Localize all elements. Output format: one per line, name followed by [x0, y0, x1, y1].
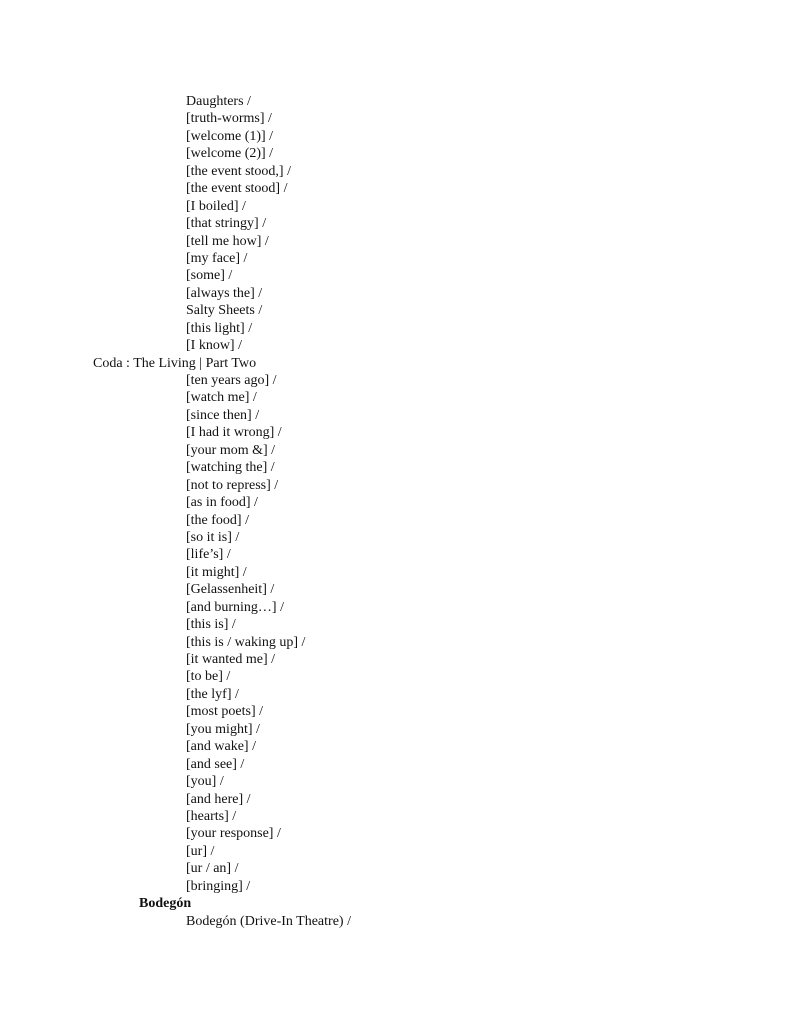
toc-entry: [ten years ago] / — [186, 373, 277, 388]
toc-entry: Salty Sheets / — [186, 303, 263, 319]
toc-entry: [the food] / — [186, 512, 249, 528]
toc-entry: [your response] / — [186, 826, 281, 842]
toc-entry: [your mom &] / — [186, 442, 276, 458]
toc-entry: [my face] / — [186, 250, 248, 266]
bodegon-entries — [0, 913, 791, 930]
toc-entry: [and see] / — [186, 756, 245, 772]
toc-entry: [so it is] / — [186, 529, 240, 545]
toc-entry: [the lyf] / — [186, 686, 239, 702]
toc-entry: [and burning…] / — [186, 599, 284, 615]
toc-entry: [the event stood,] / — [186, 163, 291, 179]
toc-entry: [tell me how] / — [186, 233, 269, 249]
toc-entry: [ur / an] / — [186, 861, 239, 877]
toc-entry: [most poets] / — [186, 704, 263, 720]
coda-heading: Coda : The Living | Part Two — [93, 355, 257, 371]
toc-entry: [you] / — [186, 774, 224, 790]
toc-entry: [truth-worms] / — [186, 111, 272, 127]
toc-entry: [always the] / — [186, 285, 263, 301]
toc-entry: [watch me] / — [186, 390, 257, 406]
toc-entry: [the event stood] / — [186, 181, 288, 197]
toc-entry: [you might] / — [186, 721, 260, 737]
toc-entry: [that stringy] / — [186, 216, 267, 232]
toc-entry: [I had it wrong] / — [186, 425, 282, 441]
toc-entry: [and wake] / — [186, 739, 256, 755]
toc-entry: [I boiled] / — [186, 198, 246, 214]
toc-entry: Bodegón (Drive-In Theatre) / — [186, 913, 351, 929]
coda-entries — [0, 372, 791, 895]
toc-entry: [not to repress] / — [186, 477, 279, 493]
toc-entry: [it might] / — [186, 564, 247, 580]
toc-entry: [life’s] / — [186, 547, 231, 563]
toc-entry: [welcome (1)] / — [186, 128, 274, 144]
toc-entry: [this is] / — [186, 617, 236, 633]
toc-entry: [and here] / — [186, 791, 251, 807]
table-of-contents — [0, 93, 791, 930]
toc-entry: [as in food] / — [186, 495, 258, 511]
bodegon-heading: Bodegón — [139, 896, 192, 912]
toc-entry: [this is / waking up] / — [186, 634, 306, 650]
toc-entry: [since then] / — [186, 407, 260, 423]
toc-entry: [some] / — [186, 268, 233, 284]
toc-entry: [to be] / — [186, 669, 231, 685]
toc-entry: Daughters / — [186, 94, 251, 109]
toc-entry: [Gelassenheit] / — [186, 582, 275, 598]
toc-entry: [watching the] / — [186, 460, 275, 476]
toc-entry: [I know] / — [186, 338, 242, 354]
section-entries — [0, 93, 791, 355]
toc-entry: [bringing] / — [186, 878, 251, 894]
toc-entry: [ur] / — [186, 843, 215, 859]
toc-entry: [hearts] / — [186, 808, 237, 824]
toc-entry: [it wanted me] / — [186, 652, 276, 667]
toc-entry: [welcome (2)] / — [186, 146, 274, 162]
toc-entry: [this light] / — [186, 320, 253, 336]
